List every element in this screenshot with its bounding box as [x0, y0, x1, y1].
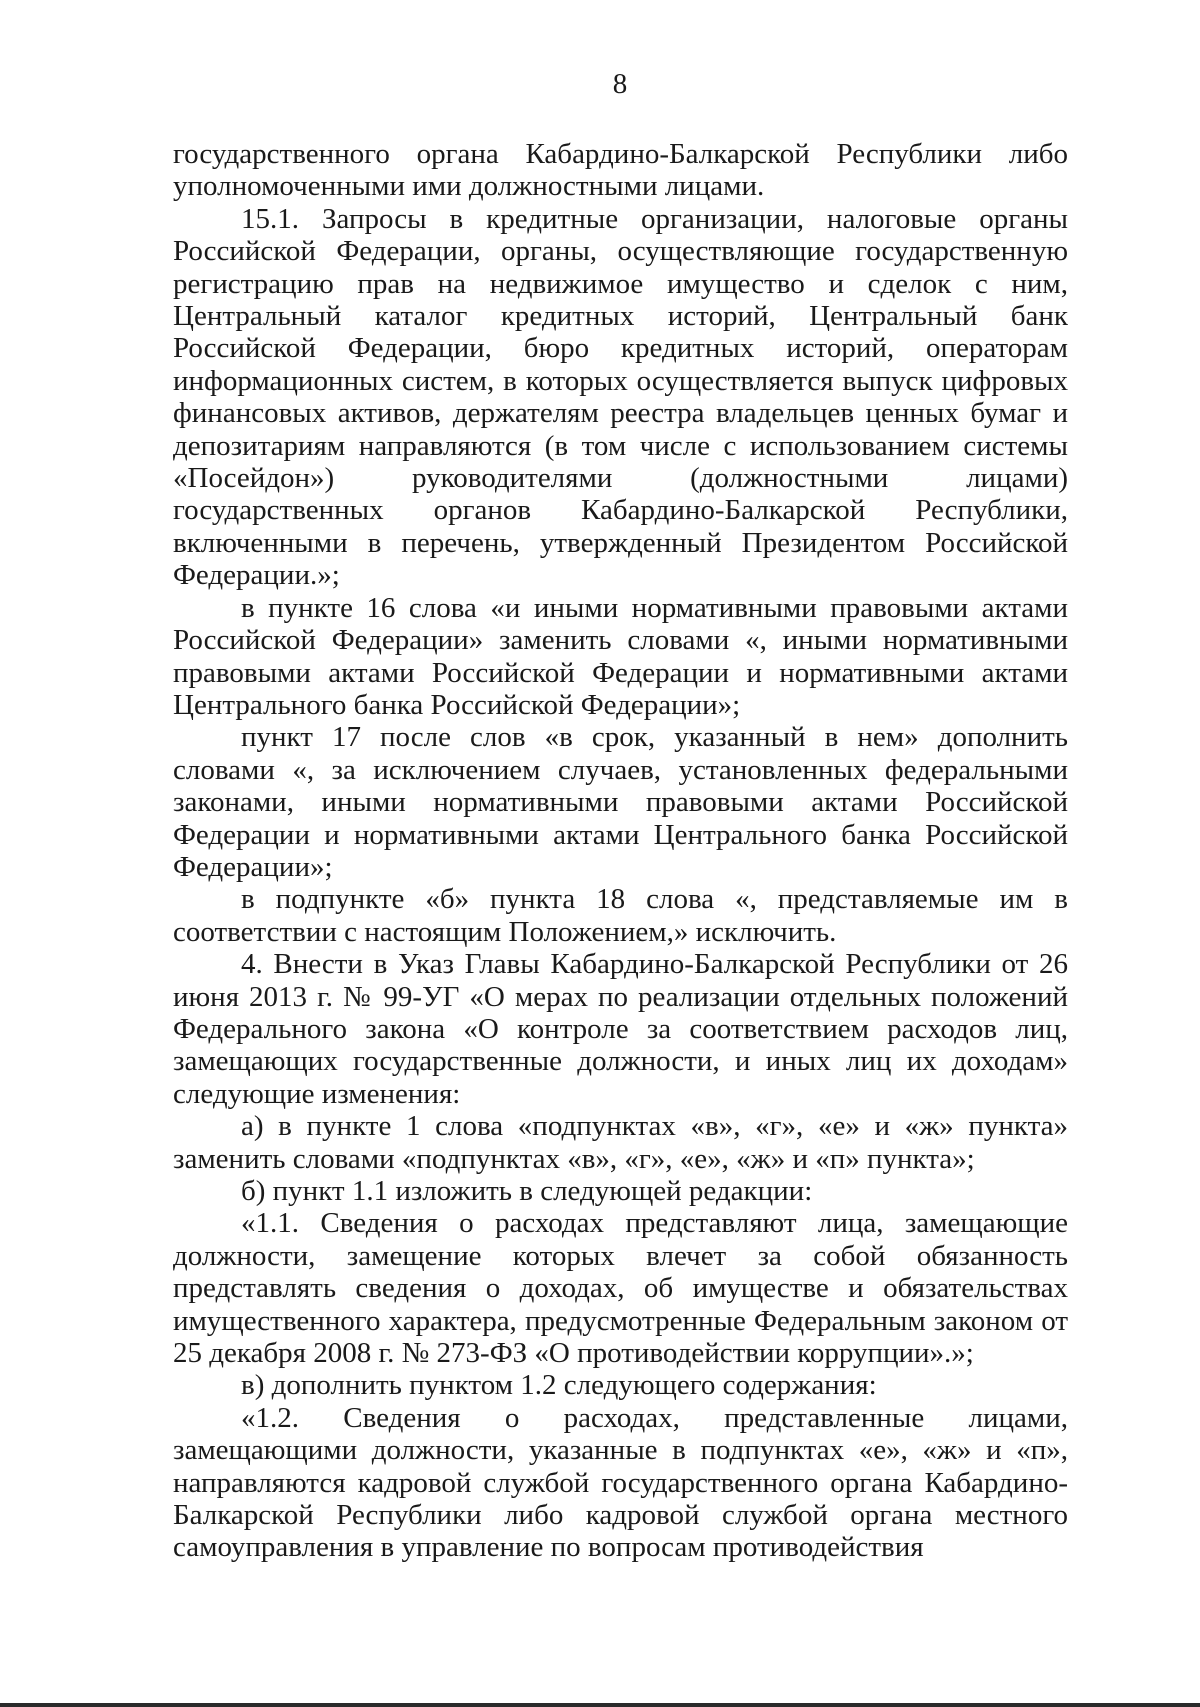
paragraph-point-1-1: «1.1. Сведения о расходах представляют лица, замещающие должности, замещение которых влечет за собой обязанность представлять сведения о доходах, об имуществе и обязательствах имущественного характера, предусмотренные Федеральным законом от 25 декабря 2008 г. № 273-ФЗ «О противодействии коррупции».»;: [173, 1207, 1068, 1370]
page-number: 8: [612, 68, 628, 100]
paragraph-15-1: 15.1. Запросы в кредитные организации, налоговые органы Российской Федерации, органы, осуществляющие государственную регистрацию прав на недвижимое имущество и сделок с ним, Центральный каталог кредитных историй, Центральный банк Российской Федерации, бюро кредитных историй, операторам информационных систем, в которых осуществляется выпуск цифровых финансовых активов, держателям реестра владельцев ценных бумаг и депозитариям направляются (в том числе с использованием системы «Посейдон») руководителями (должностными лицами) государственных органов Кабардино-Балкарской Республики, включенными в перечень, утвержденный Президентом Российской Федерации.»;: [173, 202, 1068, 592]
paragraph-point-17: пункт 17 после слов «в срок, указанный в нем» дополнить словами «, за исключением случаев, установленных федеральными законами, иными нормативными правовыми актами Российской Федерации и нормативными актами Центрального банка Российской Федерации»;: [173, 721, 1068, 883]
paragraph-continuation: государственного органа Кабардино-Балкарской Республики либо уполномоченными ими должностными лицами.: [173, 138, 1068, 203]
paragraph-point-18: в подпункте «б» пункта 18 слова «, представляемые им в соответствии с настоящим Положением,» исключить.: [173, 883, 1068, 948]
paragraph-subpoint-b: б) пункт 1.1 изложить в следующей редакции:: [241, 1175, 813, 1207]
document-body: [173, 138, 1068, 1564]
scan-bottom-edge: [0, 1703, 1200, 1707]
paragraph-section-4: 4. Внести в Указ Главы Кабардино-Балкарской Республики от 26 июня 2013 г. № 99-УГ «О мерах по реализации отдельных положений Федерального закона «О контроле за соответствием расходов лиц, замещающих государственные должности, и иных лиц их доходам» следующие изменения:: [173, 948, 1068, 1110]
paragraph-subpoint-a: а) в пункте 1 слова «подпунктах «в», «г», «е» и «ж» пункта» заменить словами «подпунктах «в», «г», «е», «ж» и «п» пункта»;: [173, 1110, 1068, 1175]
paragraph-subpoint-v: в) дополнить пунктом 1.2 следующего содержания:: [241, 1369, 877, 1402]
paragraph-point-16: в пункте 16 слова «и иными нормативными правовыми актами Российской Федерации» заменить словами «, иными нормативными правовыми актами Российской Федерации и нормативными актами Центрального банка Российской Федерации»;: [173, 591, 1068, 721]
paragraph-point-1-2: «1.2. Сведения о расходах, представленные лицами, замещающими должности, указанные в подпунктах «е», «ж» и «п», направляются кадровой службой государственного органа Кабардино-Балкарской Республики либо кадровой службой органа местного самоуправления в управление по вопросам противодействия: [173, 1401, 1068, 1564]
